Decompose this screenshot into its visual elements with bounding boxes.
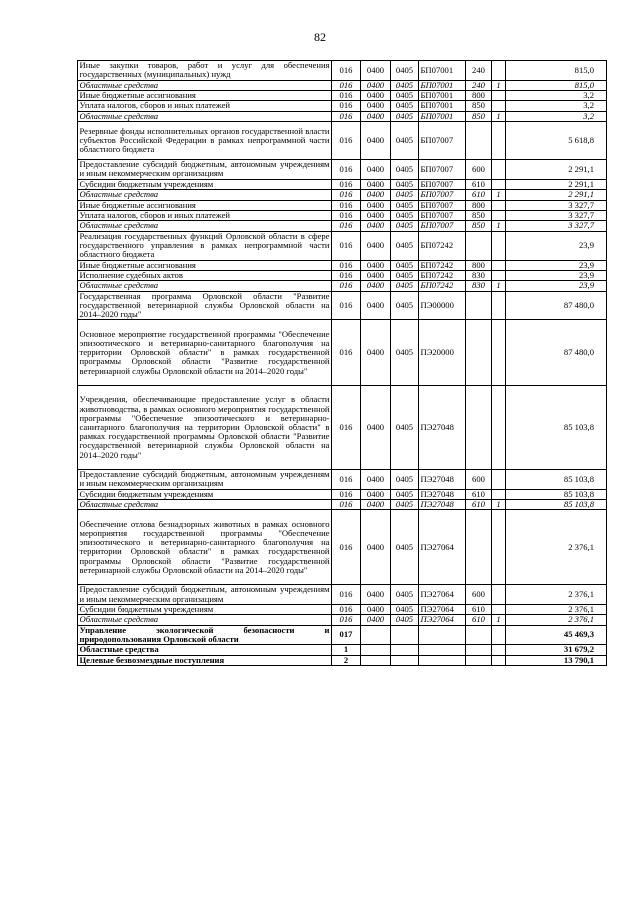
table-row (78, 291, 607, 320)
row-source-code (492, 260, 506, 270)
row-source-code (492, 489, 506, 499)
row-expense-type-code: 610 (466, 489, 492, 499)
row-department-code: 016 (332, 210, 361, 220)
row-target-article-code: ПЭ27048 (419, 470, 466, 490)
row-section-code: 0400 (361, 615, 391, 625)
row-section-code: 0400 (361, 260, 391, 270)
row-section-code: 0400 (361, 386, 391, 470)
row-amount: 87 480,0 (506, 291, 607, 320)
row-name: Предоставление субсидий бюджетным, автономным учреждениям и иным некоммерческим организациям (79, 159, 330, 179)
row-source-code: 1 (492, 111, 506, 121)
row-source-code: 1 (492, 190, 506, 200)
row-amount: 45 469,3 (506, 625, 607, 645)
row-section-code: 0400 (361, 200, 391, 210)
table-row (78, 61, 607, 81)
row-section-code: 0400 (361, 221, 391, 231)
row-amount: 3 327,7 (506, 221, 607, 231)
table-row (78, 101, 607, 111)
table-row (78, 655, 607, 665)
row-amount: 2 376,1 (506, 510, 607, 585)
table-row (78, 489, 607, 499)
table-row (78, 122, 607, 160)
row-subsection-code: 0405 (391, 90, 419, 100)
table-row (78, 231, 607, 260)
row-department-code: 017 (332, 625, 361, 645)
row-name: Субсидии бюджетным учреждениям (78, 489, 332, 499)
row-source-code (492, 625, 506, 645)
row-expense-type-code: 610 (466, 604, 492, 614)
row-name: Учреждения, обеспечивающие предоставление услуг в области животноводства, в рамках основного мероприятия государственной программы "Обеспечение эпизоотического и ветеринарно-санитарного благополучия на территории Орловской области" в рамках государственной программы Орловской области "Развитие государственной ветеринарной службы Орловской области на 2014–2020 годы" (78, 386, 332, 470)
row-source-code: 1 (492, 80, 506, 90)
row-source-code (492, 160, 506, 180)
table-row (78, 604, 607, 614)
table-row (78, 210, 607, 220)
row-source-code (492, 61, 506, 81)
row-department-code: 016 (332, 231, 361, 260)
row-name: Областные средства (78, 80, 332, 90)
table-row (78, 90, 607, 100)
row-department-code: 016 (332, 200, 361, 210)
row-target-article-code: ПЭ27064 (419, 585, 466, 605)
table-row (78, 281, 607, 291)
row-department-code: 016 (332, 510, 361, 585)
row-department-code: 016 (332, 101, 361, 111)
row-name: Областные средства (78, 645, 332, 655)
row-expense-type-code: 610 (466, 179, 492, 189)
table-row (78, 80, 607, 90)
row-subsection-code: 0405 (391, 231, 419, 260)
row-source-code (492, 90, 506, 100)
row-subsection-code: 0405 (391, 510, 419, 585)
row-amount: 2 291,1 (506, 160, 607, 180)
row-name: Областные средства (78, 281, 332, 291)
row-department-code: 016 (332, 111, 361, 121)
row-source-code: 1 (492, 615, 506, 625)
row-subsection-code: 0405 (391, 80, 419, 90)
row-expense-type-code: 240 (466, 61, 492, 81)
row-expense-type-code: 850 (466, 221, 492, 231)
row-department-code: 016 (332, 90, 361, 100)
row-subsection-code: 0405 (391, 281, 419, 291)
row-expense-type-code: 610 (466, 500, 492, 510)
row-department-code: 2 (332, 655, 361, 665)
row-target-article-code: БП07001 (419, 61, 466, 81)
row-expense-type-code (466, 655, 492, 665)
row-subsection-code: 0405 (391, 160, 419, 180)
row-section-code: 0400 (361, 270, 391, 280)
row-department-code: 016 (332, 585, 361, 605)
table-row (78, 645, 607, 655)
row-amount: 85 103,8 (506, 386, 607, 470)
row-source-code (492, 231, 506, 260)
row-section-code: 0400 (361, 489, 391, 499)
row-amount: 3,2 (506, 111, 607, 121)
row-amount: 815,0 (506, 61, 607, 81)
row-target-article-code (419, 645, 466, 655)
row-section-code: 0400 (361, 320, 391, 386)
row-source-code (492, 386, 506, 470)
row-name: Иные бюджетные ассигнования (78, 260, 332, 270)
row-source-code: 1 (492, 281, 506, 291)
row-department-code: 016 (332, 281, 361, 291)
row-target-article-code (419, 655, 466, 665)
row-amount: 2 291,1 (506, 190, 607, 200)
row-subsection-code: 0405 (391, 200, 419, 210)
row-section-code: 0400 (361, 80, 391, 90)
row-subsection-code (391, 655, 419, 665)
row-source-code (492, 101, 506, 111)
row-name: Иные бюджетные ассигнования (78, 200, 332, 210)
row-target-article-code: ПЭ27064 (419, 510, 466, 585)
row-department-code: 016 (332, 270, 361, 280)
row-expense-type-code: 600 (466, 160, 492, 180)
row-amount: 815,0 (506, 80, 607, 90)
row-section-code (361, 655, 391, 665)
row-name: Государственная программа Орловской области "Развитие государственной ветеринарной службы Орловской области на 2014–2020 годы" (79, 291, 330, 320)
row-department-code: 016 (332, 160, 361, 180)
row-target-article-code: БП07007 (419, 122, 466, 160)
table-row (78, 111, 607, 121)
row-amount: 3,2 (506, 90, 607, 100)
row-section-code: 0400 (361, 231, 391, 260)
table-row (78, 500, 607, 510)
row-target-article-code (419, 625, 466, 645)
row-name: Областные средства (78, 221, 332, 231)
budget-table (77, 60, 607, 666)
row-subsection-code: 0405 (391, 122, 419, 160)
row-target-article-code: БП07242 (419, 260, 466, 270)
row-expense-type-code (466, 231, 492, 260)
row-section-code: 0400 (361, 500, 391, 510)
row-expense-type-code (466, 320, 492, 386)
row-amount: 85 103,8 (506, 500, 607, 510)
row-subsection-code: 0405 (391, 320, 419, 386)
row-expense-type-code: 610 (466, 615, 492, 625)
table-row (78, 200, 607, 210)
row-section-code: 0400 (361, 160, 391, 180)
row-target-article-code: БП07001 (419, 101, 466, 111)
table-row (78, 179, 607, 189)
row-target-article-code: БП07001 (419, 111, 466, 121)
row-expense-type-code: 610 (466, 190, 492, 200)
table-row (78, 386, 607, 470)
row-name: Субсидии бюджетным учреждениям (78, 179, 332, 189)
row-target-article-code: ПЭ27064 (419, 615, 466, 625)
row-section-code: 0400 (361, 179, 391, 189)
row-subsection-code (391, 625, 419, 645)
row-amount: 87 480,0 (506, 320, 607, 386)
row-amount: 13 790,1 (506, 655, 607, 665)
row-target-article-code: БП07007 (419, 200, 466, 210)
row-subsection-code: 0405 (391, 386, 419, 470)
row-expense-type-code (466, 625, 492, 645)
row-name: Уплата налогов, сборов и иных платежей (78, 210, 332, 220)
row-department-code: 016 (332, 489, 361, 499)
row-subsection-code: 0405 (391, 61, 419, 81)
budget-table-body (78, 61, 607, 666)
row-expense-type-code (466, 291, 492, 320)
row-subsection-code: 0405 (391, 615, 419, 625)
row-subsection-code: 0405 (391, 190, 419, 200)
row-source-code (492, 645, 506, 655)
row-section-code: 0400 (361, 585, 391, 605)
row-source-code (492, 585, 506, 605)
row-expense-type-code (466, 386, 492, 470)
row-amount: 2 376,1 (506, 604, 607, 614)
table-row (78, 270, 607, 280)
row-department-code: 016 (332, 260, 361, 270)
row-name: Областные средства (78, 190, 332, 200)
row-source-code (492, 320, 506, 386)
row-name: Предоставление субсидий бюджетным, автономным учреждениям и иным некоммерческим организациям (79, 469, 330, 489)
row-target-article-code: ПЭ20000 (419, 320, 466, 386)
row-department-code: 016 (332, 122, 361, 160)
row-section-code (361, 645, 391, 655)
row-department-code: 016 (332, 604, 361, 614)
row-subsection-code: 0405 (391, 585, 419, 605)
row-source-code: 1 (492, 221, 506, 231)
row-subsection-code: 0405 (391, 221, 419, 231)
row-source-code (492, 179, 506, 189)
row-source-code (492, 655, 506, 665)
row-amount: 23,9 (506, 260, 607, 270)
table-row (78, 260, 607, 270)
table-row (78, 190, 607, 200)
row-department-code: 016 (332, 179, 361, 189)
row-target-article-code: ПЭ27048 (419, 489, 466, 499)
row-target-article-code: ПЭ27064 (419, 604, 466, 614)
row-target-article-code: ПЭ27048 (419, 386, 466, 470)
row-name: Исполнение судебных актов (78, 270, 332, 280)
row-expense-type-code: 830 (466, 270, 492, 280)
table-row (78, 221, 607, 231)
row-target-article-code: ПЭ27048 (419, 500, 466, 510)
row-source-code (492, 122, 506, 160)
row-section-code: 0400 (361, 61, 391, 81)
row-expense-type-code: 800 (466, 200, 492, 210)
row-source-code (492, 470, 506, 490)
row-expense-type-code: 600 (466, 470, 492, 490)
row-department-code: 016 (332, 386, 361, 470)
table-row (78, 615, 607, 625)
row-name: Предоставление субсидий бюджетным, автономным учреждениям и иным некоммерческим организациям (79, 584, 330, 604)
row-expense-type-code: 850 (466, 111, 492, 121)
row-target-article-code: ПЭ00000 (419, 291, 466, 320)
row-expense-type-code: 850 (466, 210, 492, 220)
row-source-code (492, 291, 506, 320)
row-section-code: 0400 (361, 291, 391, 320)
row-name: Целевые безвозмездные поступления (78, 655, 332, 665)
row-section-code: 0400 (361, 90, 391, 100)
row-section-code: 0400 (361, 210, 391, 220)
row-section-code (361, 625, 391, 645)
row-name: Иные закупки товаров, работ и услуг для обеспечения государственных (муниципальных) нужд (79, 60, 330, 80)
row-department-code: 016 (332, 615, 361, 625)
row-subsection-code: 0405 (391, 604, 419, 614)
row-target-article-code: БП07001 (419, 90, 466, 100)
row-subsection-code: 0405 (391, 270, 419, 280)
row-department-code: 016 (332, 80, 361, 90)
table-row (78, 320, 607, 386)
row-name: Областные средства (78, 111, 332, 121)
row-subsection-code (391, 645, 419, 655)
row-name: Областные средства (78, 615, 332, 625)
row-name: Субсидии бюджетным учреждениям (78, 604, 332, 614)
row-amount: 23,9 (506, 231, 607, 260)
row-expense-type-code (466, 122, 492, 160)
row-source-code: 1 (492, 500, 506, 510)
row-target-article-code: БП07242 (419, 281, 466, 291)
row-target-article-code: БП07007 (419, 179, 466, 189)
row-department-code: 016 (332, 291, 361, 320)
table-row (78, 160, 607, 180)
row-amount: 2 376,1 (506, 585, 607, 605)
row-expense-type-code (466, 645, 492, 655)
row-name: Управление экологической безопасности и природопользования Орловской области (79, 625, 330, 644)
row-amount: 23,9 (506, 281, 607, 291)
row-expense-type-code: 240 (466, 80, 492, 90)
row-amount: 31 679,2 (506, 645, 607, 655)
row-name: Уплата налогов, сборов и иных платежей (78, 101, 332, 111)
row-name: Реализация государственных функций Орловской области в сфере государственного управления в рамках непрограммной части областного бюджета (79, 231, 330, 260)
row-expense-type-code: 830 (466, 281, 492, 291)
table-row (78, 510, 607, 585)
row-amount: 5 618,8 (506, 122, 607, 160)
row-subsection-code: 0405 (391, 260, 419, 270)
row-subsection-code: 0405 (391, 111, 419, 121)
row-subsection-code: 0405 (391, 489, 419, 499)
row-amount: 2 376,1 (506, 615, 607, 625)
row-department-code: 016 (332, 320, 361, 386)
row-expense-type-code: 800 (466, 260, 492, 270)
row-name: Областные средства (78, 500, 332, 510)
row-subsection-code: 0405 (391, 500, 419, 510)
row-amount: 3 327,7 (506, 210, 607, 220)
row-name: Обеспечение отлова безнадзорных животных в рамках основного мероприятия государственной программы "Обеспечение эпизоотического и ветеринарно-санитарного благополучия на территории Орловской области" в рамках государственной программы Орловской области "Развитие государственной ветеринарной службы Орловской области на 2014–2020 годы" (78, 510, 332, 585)
row-section-code: 0400 (361, 101, 391, 111)
row-subsection-code: 0405 (391, 101, 419, 111)
row-department-code: 016 (332, 61, 361, 81)
row-source-code (492, 270, 506, 280)
row-section-code: 0400 (361, 510, 391, 585)
row-section-code: 0400 (361, 190, 391, 200)
row-department-code: 016 (332, 221, 361, 231)
row-section-code: 0400 (361, 122, 391, 160)
row-expense-type-code: 850 (466, 101, 492, 111)
row-subsection-code: 0405 (391, 210, 419, 220)
page-number: 82 (314, 30, 326, 44)
row-target-article-code: БП07007 (419, 190, 466, 200)
row-section-code: 0400 (361, 111, 391, 121)
table-row (78, 470, 607, 490)
row-subsection-code: 0405 (391, 179, 419, 189)
row-expense-type-code (466, 510, 492, 585)
row-source-code (492, 200, 506, 210)
row-expense-type-code: 800 (466, 90, 492, 100)
row-section-code: 0400 (361, 281, 391, 291)
row-target-article-code: БП07242 (419, 270, 466, 280)
row-section-code: 0400 (361, 604, 391, 614)
row-amount: 3,2 (506, 101, 607, 111)
row-amount: 23,9 (506, 270, 607, 280)
table-row (78, 625, 607, 645)
row-source-code (492, 210, 506, 220)
row-subsection-code: 0405 (391, 291, 419, 320)
row-amount: 2 291,1 (506, 179, 607, 189)
row-department-code: 1 (332, 645, 361, 655)
row-amount: 3 327,7 (506, 200, 607, 210)
table-row (78, 585, 607, 605)
row-target-article-code: БП07007 (419, 160, 466, 180)
row-amount: 85 103,8 (506, 489, 607, 499)
row-expense-type-code: 600 (466, 585, 492, 605)
row-department-code: 016 (332, 470, 361, 490)
row-target-article-code: БП07001 (419, 80, 466, 90)
row-target-article-code: БП07242 (419, 231, 466, 260)
row-name: Основное мероприятие государственной программы "Обеспечение эпизоотического и ветеринарно-санитарного благополучия на территории Орловской области" в рамках государственной программы Орловской области "Развитие государственной ветеринарной службы Орловской области на 2014–2020 годы" (78, 320, 332, 386)
row-name: Резервные фонды исполнительных органов государственной власти субъектов Российской Федерации в рамках непрограммной части областного бюджета (78, 122, 332, 160)
row-subsection-code: 0405 (391, 470, 419, 490)
row-department-code: 016 (332, 190, 361, 200)
row-section-code: 0400 (361, 470, 391, 490)
row-target-article-code: БП07007 (419, 210, 466, 220)
row-source-code (492, 510, 506, 585)
row-name: Иные бюджетные ассигнования (78, 90, 332, 100)
row-department-code: 016 (332, 500, 361, 510)
row-source-code (492, 604, 506, 614)
row-target-article-code: БП07007 (419, 221, 466, 231)
row-amount: 85 103,8 (506, 470, 607, 490)
